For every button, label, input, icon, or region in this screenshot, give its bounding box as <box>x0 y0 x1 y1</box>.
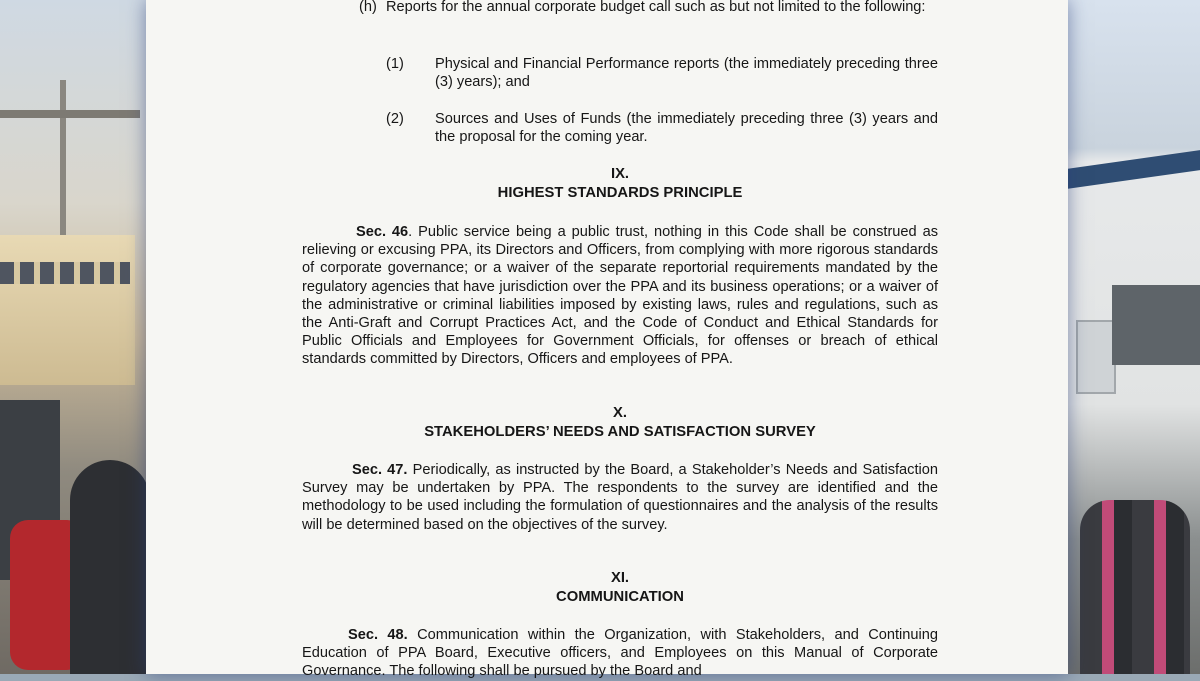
background-photo-right <box>1060 0 1200 674</box>
sec-47-body: Periodically, as instructed by the Board, a Stakeholder’s Needs and Satisfaction Survey may be undertaken by PPA. The respondents to the survey are identified and the methodology to be used including the formulation of questionnaires and the analysis of the results will be determined based on the objectives of the survey. <box>302 462 938 533</box>
sec-46-body: . Public service being a public trust, nothing in this Code shall be construed as relieving or excusing PPA, its Directors and Officers, from complying with more rigorous standards of corporate governance; or a waiver of the separate reportorial requirements mandated by the regulatory agencies that have jurisdiction over the PPA and its business operations; or a waiver of the administrative or criminal liabilities imposed by existing laws, rules and regulations, such as the Anti-Graft and Corrupt Practices Act, and the Code of Conduct and Ethical Standards for Public Officials and Employees for Government Officials, for offenses or breach of ethical standards committed by Directors, Officers and employees of PPA. <box>302 224 938 368</box>
section-ix-heading: HIGHEST STANDARDS PRINCIPLE <box>497 185 743 201</box>
sec-48-body: Communication within the Organization, with Stakeholders, and Continuing Education of PPA Board, Executive officers, and Employees on this Manual of Corporate Governance. The following shall be pursued by the Board and <box>302 627 938 680</box>
section-xi-numeral: XI. <box>610 570 630 586</box>
sec-48-label: Sec. 48. <box>348 627 408 643</box>
subitem-2-text: Sources and Uses of Funds (the immediately preceding three (3) years and the proposal for the coming year. <box>435 111 938 146</box>
subitem-1-marker: (1) <box>386 56 404 72</box>
section-x-numeral: X. <box>613 405 627 421</box>
sec-46-label: Sec. 46 <box>356 224 409 240</box>
section-ix-numeral: IX. <box>610 166 630 182</box>
item-h-text: Reports for the annual corporate budget call such as but not limited to the following: <box>386 0 926 15</box>
pedestrians <box>1080 500 1190 674</box>
sec-47-paragraph <box>302 461 938 534</box>
ship-windows <box>0 262 130 284</box>
crane-mast <box>60 80 66 260</box>
background-photo-left <box>0 0 150 674</box>
item-h-marker: (h) <box>359 0 377 15</box>
document-page <box>146 0 1068 680</box>
sec-47-label: Sec. 47. <box>352 462 408 478</box>
building-door <box>1076 320 1116 394</box>
sec-46-paragraph <box>302 223 938 369</box>
building-roof <box>1060 150 1200 190</box>
sec-48-paragraph <box>302 626 938 681</box>
subitem-1-text: Physical and Financial Performance reports (the immediately preceding three (3) years); and <box>435 56 938 91</box>
person-silhouette <box>70 460 150 674</box>
section-x-heading: STAKEHOLDERS’ NEEDS AND SATISFACTION SURVEY <box>424 424 816 440</box>
section-xi-heading: COMMUNICATION <box>556 589 684 605</box>
building-window <box>1112 285 1200 365</box>
ship-hull <box>0 235 135 385</box>
crane-arm <box>0 110 140 118</box>
subitem-2-marker: (2) <box>386 111 404 127</box>
